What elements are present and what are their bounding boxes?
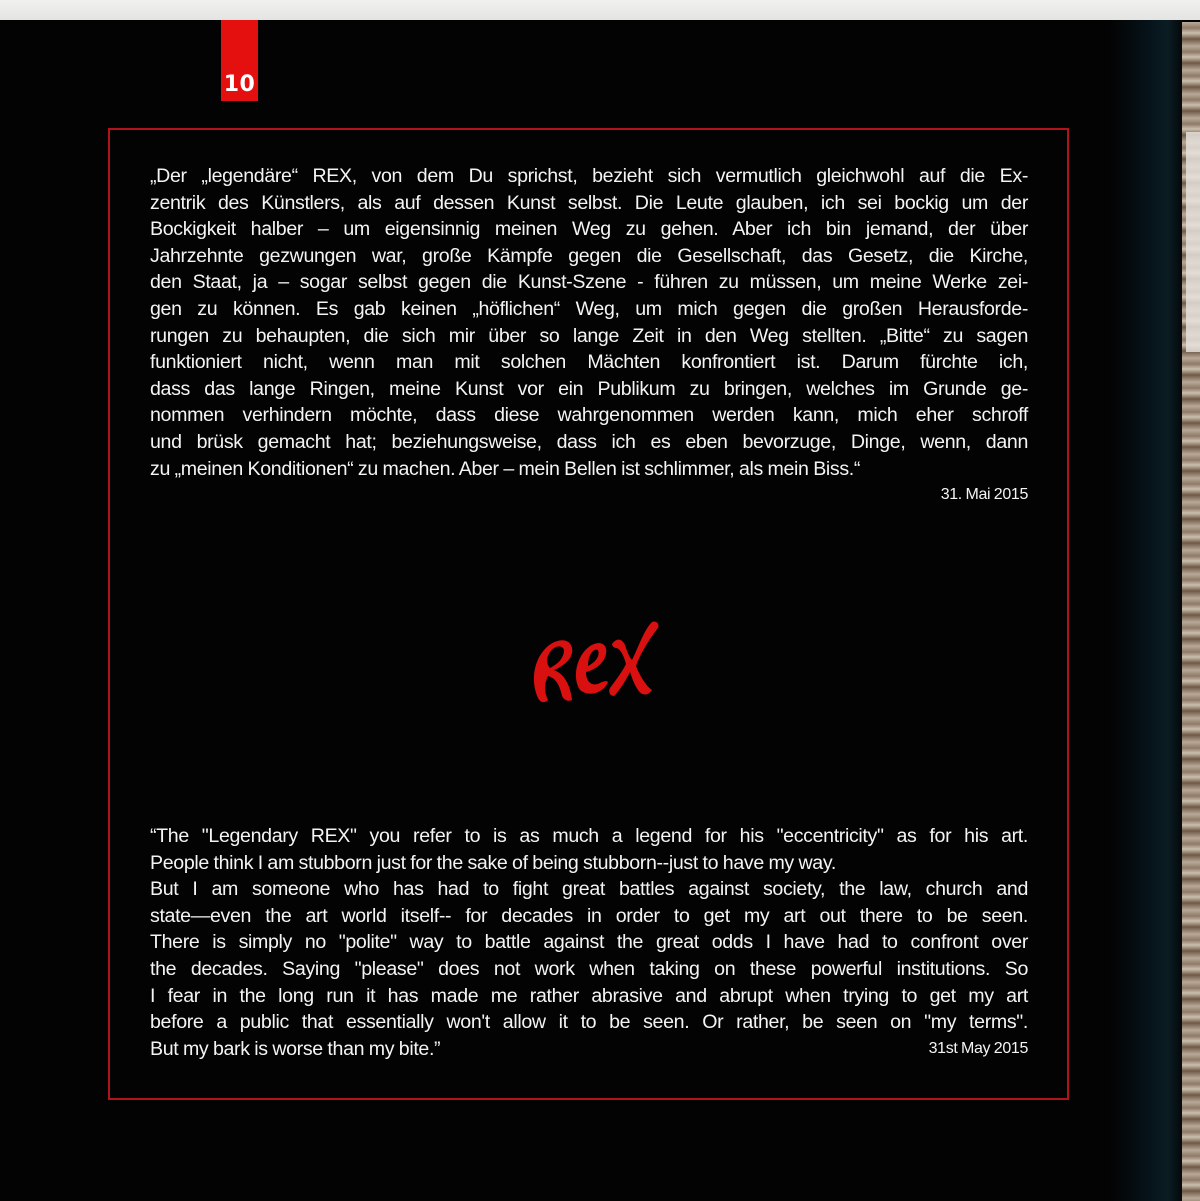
german-quote-line: zentrik des Künstlers, als auf dessen Kunst selbst. Die Leute glauben, ich sei bockig um der [150, 191, 1028, 214]
german-quote-line: den Staat, ja – sogar selbst gegen die Kunst-Szene - führen zu müssen, um meine Werke zei- [150, 271, 1028, 294]
english-quote-line: But I am someone who has had to fight great battles against society, the law, church and [150, 878, 1028, 901]
english-quote-line: I fear in the long run it has made me rather abrasive and abrupt when trying to get my art [150, 984, 1028, 1007]
scanner-background-strip [0, 0, 1200, 20]
rex-signature-logo [520, 600, 680, 720]
english-quote [150, 823, 1028, 1062]
page-number-tab [221, 20, 258, 101]
german-quote-line: rungen zu behaupten, die sich mir über so lange Zeit in den Weg stellten. „Bitte“ zu sagen [150, 324, 1028, 347]
german-quote-line: „Der „legendäre“ REX, von dem Du sprichst, bezieht sich vermutlich gleichwohl auf die Ex- [150, 165, 1028, 187]
english-quote-line: state—even the art world itself-- for decades in order to get my art out there to be seen. [150, 904, 1028, 927]
english-quote-line: before a public that essentially won't allow it to be seen. Or rather, be seen on "my terms". [150, 1011, 1028, 1034]
german-quote-line: gen zu können. Es gab keinen „höflichen“ Weg, um mich gegen die großen Herausforde- [150, 297, 1028, 320]
german-quote-line: und brüsk gemacht hat; beziehungsweise, dass ich es eben bevorzuge, Dinge, wenn, dann [150, 430, 1028, 453]
german-quote-line: dass das lange Ringen, meine Kunst vor ein Publikum zu bringen, welches im Grunde ge- [150, 377, 1028, 400]
german-quote-line: zu „meinen Konditionen“ zu machen. Aber – mein Bellen ist schlimmer, als mein Biss.“ [150, 457, 861, 480]
english-quote-line: But my bark is worse than my bite.” [150, 1037, 441, 1060]
page-number: 10 [223, 72, 256, 97]
german-quote-line: Jahrzehnte gezwungen war, große Kämpfe gegen die Gesellschaft, das Gesetz, die Kirche, [150, 244, 1028, 267]
adjacent-page-edge [1182, 22, 1200, 1201]
german-quote-line: funktioniert nicht, wenn man mit solchen Mächten konfrontiert ist. Darum fürchte ich, [150, 351, 1028, 374]
english-quote-line: “The "Legendary REX" you refer to is as much a legend for his "eccentricity" as for his art. [150, 825, 1028, 847]
german-quote-line: nommen verhindern möchte, dass diese wahrgenommen werden kann, mich eher schroff [150, 404, 1028, 427]
german-quote-line: Bockigkeit halber – um eigensinnig meinen Weg zu gehen. Aber ich bin jemand, der über [150, 218, 1028, 241]
german-quote-date: 31. Mai 2015 [940, 486, 1028, 504]
english-quote-date: 31st May 2015 [928, 1039, 1028, 1057]
english-quote-line: People think I am stubborn just for the sake of being stubborn--just to have my way. [150, 851, 836, 874]
german-quote [150, 163, 1028, 509]
english-quote-line: the decades. Saying "please" does not work when taking on these powerful institutions. So [150, 957, 1028, 980]
english-quote-last-line [150, 1036, 1028, 1063]
page-gutter-shadow [1110, 20, 1182, 1201]
rex-script-icon [520, 600, 680, 720]
english-quote-line: There is simply no "polite" way to battle against the great odds I have had to confront over [150, 931, 1028, 954]
